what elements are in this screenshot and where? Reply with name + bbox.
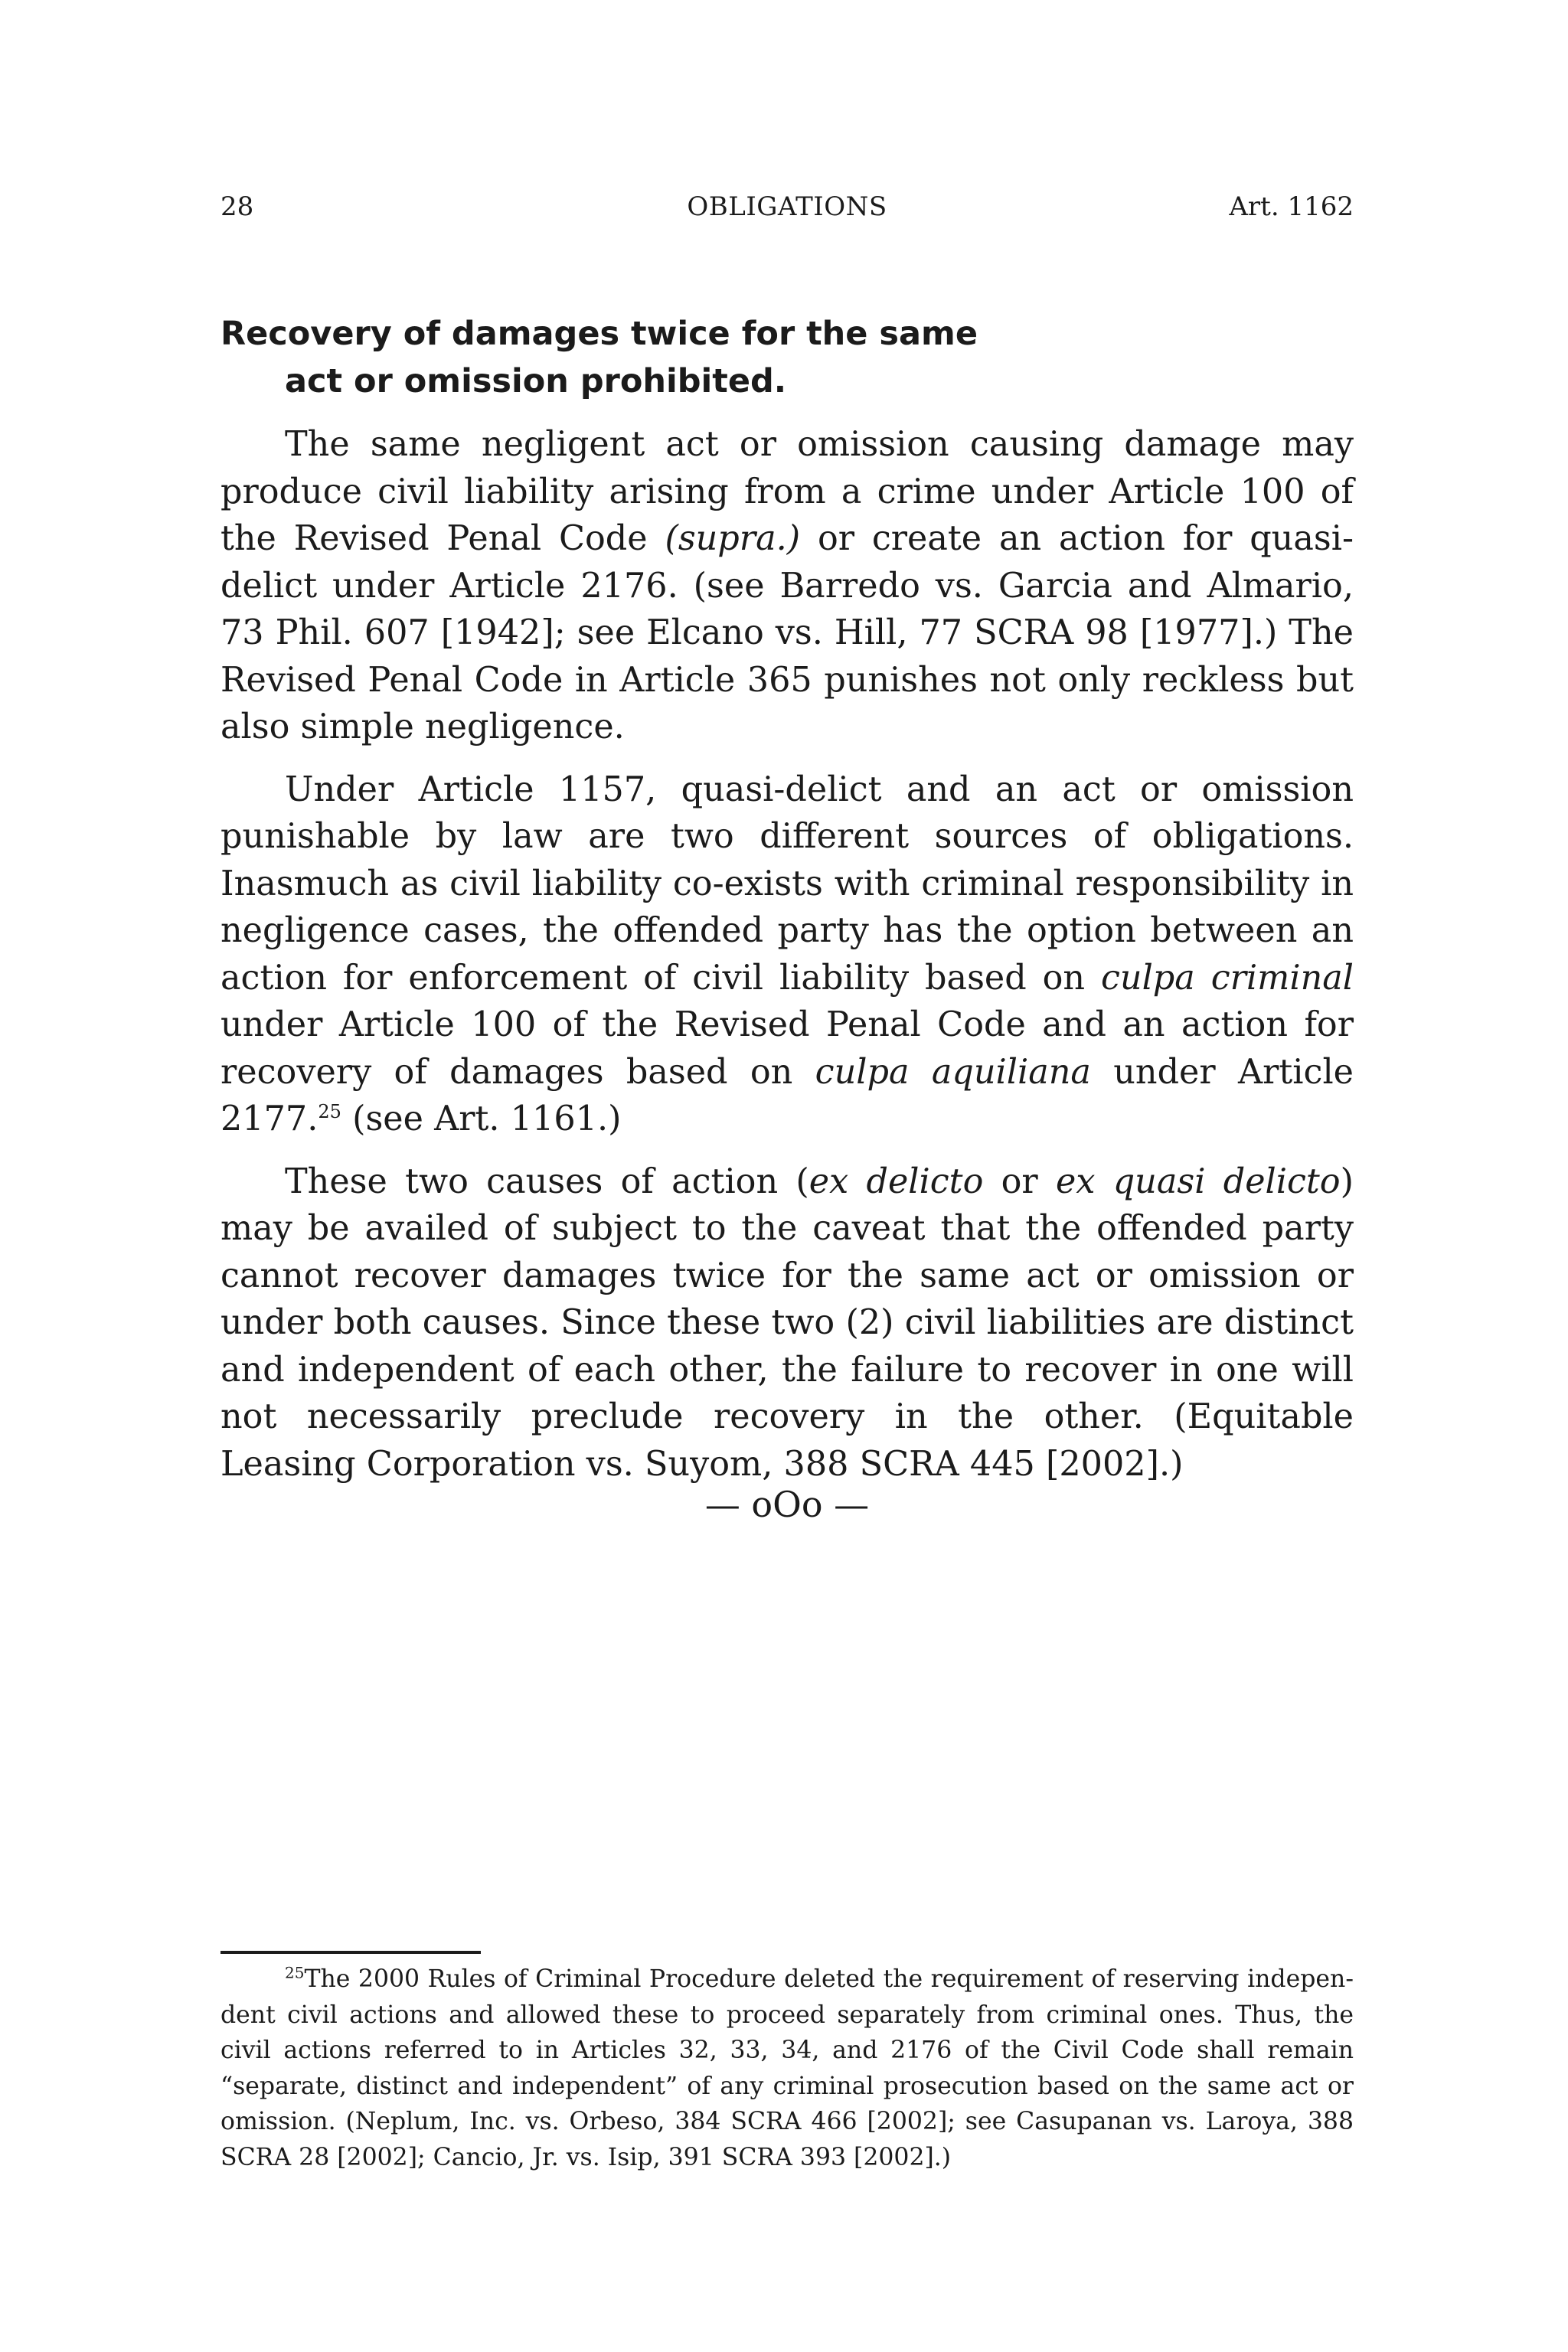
footnote-divider: [220, 1951, 481, 1954]
paragraph-3-italic-ex-quasi-delicto: ex quasi delicto: [1055, 1161, 1341, 1201]
paragraph-3: [220, 1158, 1354, 1488]
paragraph-2-text-a: Under Article 1157, quasi-delict and an act or omission punishable by law are two different sources of obligations. Inasmuch as civil liability co-exists with criminal responsibility in negligence cases, the offended party has the option between an action for enforcement of civil liability based on: [220, 769, 1354, 998]
paragraph-1: [220, 421, 1354, 751]
section-end-ornament: — oOo —: [704, 1484, 870, 1525]
article-reference: Art. 1162: [1229, 191, 1354, 222]
paragraph-3-text-c: or: [983, 1161, 1056, 1201]
paragraph-3-text-e: ) may be availed of subject to the caveat that the offended party cannot recover damages twice for the same act or omission or under both causes. Since these two (2) civil liabilities are distinct and independent of each other, the failure to recover in one will not necessarily preclude recovery in the other. (Equitable Leasing Corporation vs. Suyom, 388 SCRA 445 [2002].): [220, 1161, 1354, 1484]
paragraph-2-text-c: under Article 100 of the Revised Penal Code and an action for recovery of damages based on: [220, 1005, 1354, 1092]
section-heading-line1: Recovery of damages twice for the same: [220, 315, 978, 353]
paragraph-2-italic-culpa-criminal: culpa criminal: [1100, 958, 1354, 998]
paragraph-2: [220, 766, 1354, 1143]
footnote-text: The 2000 Rules of Criminal Procedure deleted the requirement of reserving independent civil actions and allowed these to proceed separately from criminal ones. Thus, the civil actions referred to in Articles 32, 33, 34, and 2176 of the Civil Code shall remain “separate, distinct and independent” of any criminal prosecution based on the same act or omission. (Neplum, Inc. vs. Orbeso, 384 SCRA 466 [2002]; see Casupanan vs. Laroya, 388 SCRA 28 [2002]; Cancio, Jr. vs. Isip, 391 SCRA 393 [2002].): [220, 1965, 1354, 2171]
paragraph-2-text-f: (see Art. 1161.): [341, 1099, 622, 1138]
paragraph-1-italic-supra: (supra.): [665, 519, 801, 558]
section-heading-line2: act or omission prohibited.: [285, 362, 787, 400]
paragraph-1-text-a: The same negligent act or omission causing damage may produce civil liability arising from a crime under Article 100 of the Revised Penal Code: [220, 425, 1354, 558]
paragraph-2-text-e: under Article 2177.: [220, 1052, 1354, 1138]
footnote-reference[interactable]: 25: [318, 1101, 341, 1123]
footnote: [220, 1962, 1354, 2175]
paragraph-3-text-a: These two causes of action (: [285, 1161, 809, 1201]
page-number: 28: [220, 191, 254, 222]
paragraph-2-italic-culpa-aquiliana: culpa aquiliana: [815, 1052, 1091, 1092]
running-head-title: OBLIGATIONS: [687, 191, 887, 222]
footnote-paragraph: [220, 1962, 1354, 2175]
running-head: [220, 184, 1354, 230]
section-heading: [220, 310, 1354, 405]
body-text: [220, 421, 1354, 1503]
paragraph-1-text-c: or create an action for quasi-delict under Article 2176. (see Barredo vs. Garcia and Almario, 73 Phil. 607 [1942]; see Elcano vs. Hill, 77 SCRA 98 [1977].) The Revised Penal Code in Article 365 punishes not only reckless but also simple negligence.: [220, 519, 1354, 746]
footnote-number: 25: [285, 1963, 305, 1982]
paragraph-3-italic-ex-delicto: ex delicto: [808, 1161, 984, 1201]
